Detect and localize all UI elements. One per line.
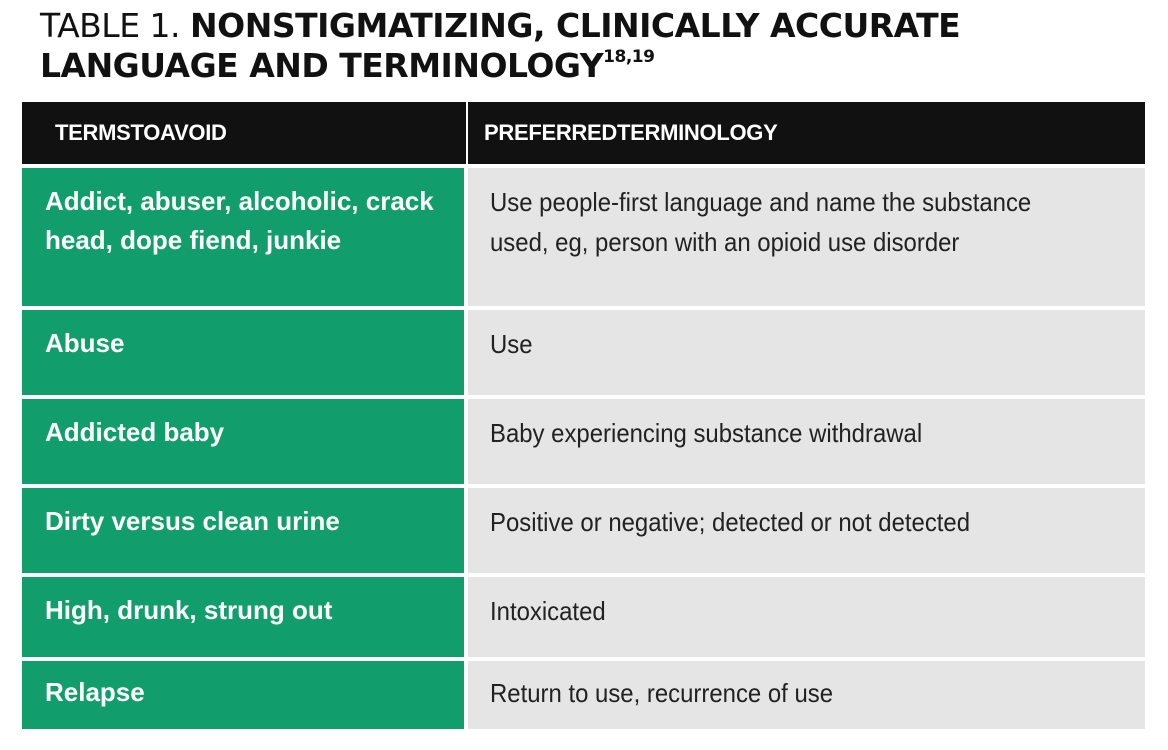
preferred-term-text: Baby experiencing substance withdrawal (490, 418, 923, 448)
table-row (22, 399, 1145, 484)
preferred-term-text: Positive or negative; detected or not detected (490, 507, 971, 537)
table-number: TABLE 1. (40, 6, 181, 45)
preferred-term-text: Use (490, 329, 533, 359)
table-row (22, 488, 1145, 573)
header-terms-to-avoid: TERMSTOAVOID (55, 120, 227, 145)
preferred-term-cell (468, 399, 1145, 484)
reference-superscript: 18,19 (603, 47, 655, 67)
preferred-term-cell (468, 488, 1145, 573)
preferred-term-cell (468, 577, 1145, 657)
term-to-avoid-cell: Relapse (22, 661, 464, 729)
preferred-term-text: Return to use, recurrence of use (490, 678, 834, 708)
preferred-term-text: Intoxicated (490, 596, 606, 626)
terminology-table (22, 102, 1145, 729)
header-preferred-terminology: PREFERREDTERMINOLOGY (484, 120, 778, 145)
table-row (22, 661, 1145, 729)
table-title (40, 6, 1150, 86)
term-to-avoid-cell: Dirty versus clean urine (22, 488, 464, 573)
preferred-term-cell (468, 310, 1145, 395)
term-to-avoid-cell: Addicted baby (22, 399, 464, 484)
term-to-avoid-cell: High, drunk, strung out (22, 577, 464, 657)
table-row (22, 577, 1145, 657)
preferred-term-text: Use people-first language and name the substance used, eg, person with an opioid use disorder (490, 187, 1032, 257)
table-row (22, 168, 1145, 306)
table-heading: NONSTIGMATIZING, CLINICALLY ACCURATE LANGUAGE AND TERMINOLOGY (40, 6, 961, 85)
term-to-avoid-cell: Abuse (22, 310, 464, 395)
preferred-term-cell (468, 661, 1145, 729)
term-to-avoid-cell: Addict, abuser, alcoholic, crack head, dope fiend, junkie (22, 168, 464, 306)
table-row (22, 310, 1145, 395)
table-header-row (22, 102, 1145, 164)
preferred-term-cell (468, 168, 1145, 306)
